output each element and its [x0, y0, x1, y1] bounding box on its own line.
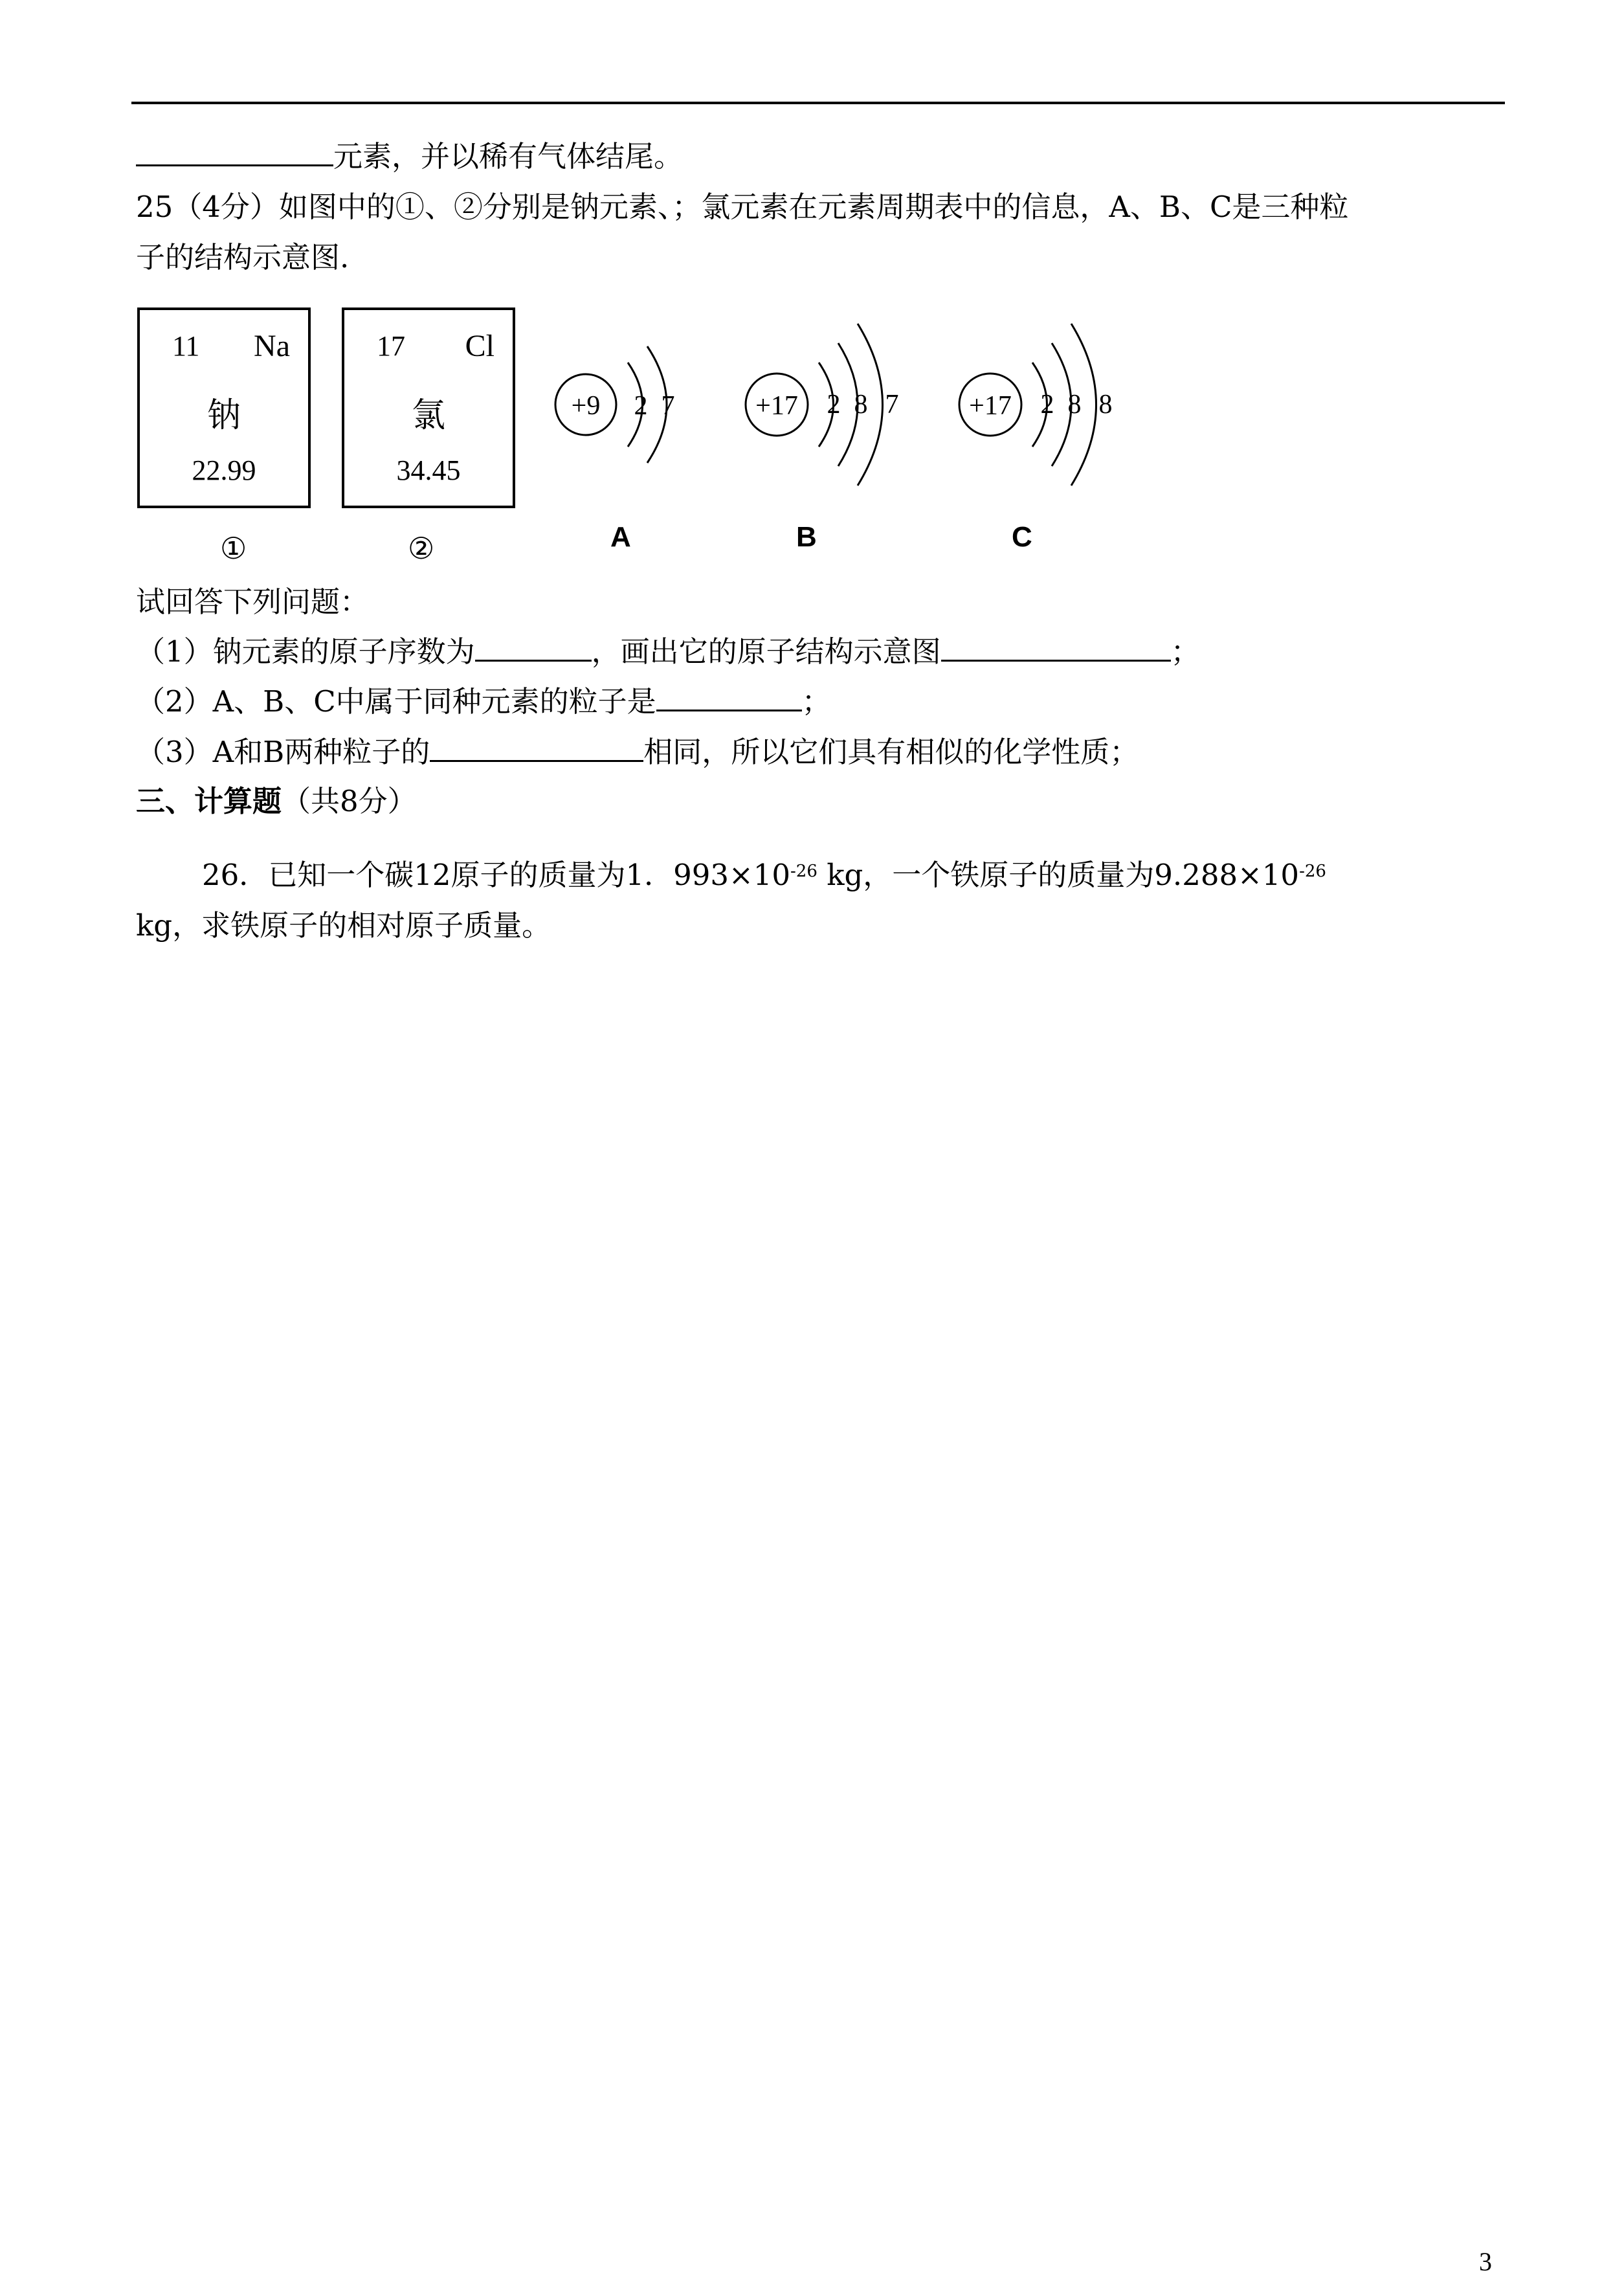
element-name: 钠: [206, 396, 241, 435]
particle-diagram-a: [550, 337, 699, 486]
atomic-number: 11: [172, 330, 200, 362]
answer-blank[interactable]: [136, 136, 333, 166]
shell-electrons: 2: [827, 390, 841, 419]
particle-label-b: B: [796, 521, 817, 553]
atomic-mass: 34.45: [396, 454, 461, 486]
answer-blank-atomic-number[interactable]: [475, 631, 592, 662]
q26-line1: 26．已知一个碳12原子的质量为1．$993\times 10^{-26}$ kg，一个铁原子的质量为$9.288\times 10^{-26}$: [202, 858, 1326, 892]
shell-electrons: 8: [854, 390, 868, 419]
page-number: 3: [1479, 2247, 1492, 2276]
nucleus-charge: +9: [571, 391, 601, 421]
element-card-sodium: [137, 308, 311, 508]
answer-blank-same-element[interactable]: [656, 681, 802, 711]
section-heading: [136, 782, 417, 821]
questions-lead: 试回答下列问题：: [136, 585, 370, 619]
element-symbol: Na: [254, 329, 290, 363]
figure-label-1: ①: [220, 531, 247, 566]
shell-electrons: 2: [634, 391, 648, 421]
shell-electrons: 7: [661, 391, 675, 421]
particle-label-c: C: [1012, 521, 1032, 553]
atomic-mass: 22.99: [192, 454, 256, 486]
element-name: 氯: [411, 396, 445, 435]
header-rule: [131, 102, 1505, 104]
shell-electrons: 8: [1067, 390, 1082, 419]
section-points: （共8分）: [282, 784, 417, 818]
q26-line2: kg，求铁原子的相对原子质量。: [136, 908, 551, 943]
q25-line1: 25（4分）如图中的①、②分别是钠元素、；氯元素在元素周期表中的信息，A、B、C是三种粒: [136, 190, 1349, 224]
particle-label-a: A: [610, 521, 631, 553]
q25-line2: 子的结构示意图.: [136, 240, 350, 274]
intro-line: 元素，并以稀有气体结尾。: [136, 136, 683, 176]
question-3: （3）A和B两种粒子的 相同，所以它们具有相似的化学性质；: [136, 732, 1139, 772]
answer-blank-common-property[interactable]: [430, 732, 643, 762]
answer-blank-structure-diagram[interactable]: [941, 631, 1171, 662]
element-card-chlorine: [342, 308, 515, 508]
section-title: 三、计算题: [136, 784, 282, 818]
question-1: （1）钠元素的原子序数为 ，画出它的原子结构示意图 ；: [136, 631, 1200, 671]
shell-electrons: 7: [885, 390, 899, 419]
shell-electrons: 8: [1098, 390, 1113, 419]
particle-diagram-c: [951, 295, 1146, 489]
shell-electrons: 2: [1040, 390, 1054, 419]
particle-diagram-b: [738, 295, 932, 489]
element-symbol: Cl: [465, 329, 495, 363]
nucleus-charge: +17: [755, 391, 798, 421]
atomic-number: 17: [377, 330, 405, 362]
question-2: （2）A、B、C中属于同种元素的粒子是 ；: [136, 681, 831, 721]
nucleus-charge: +17: [969, 391, 1012, 421]
figure-label-2: ②: [408, 531, 435, 566]
